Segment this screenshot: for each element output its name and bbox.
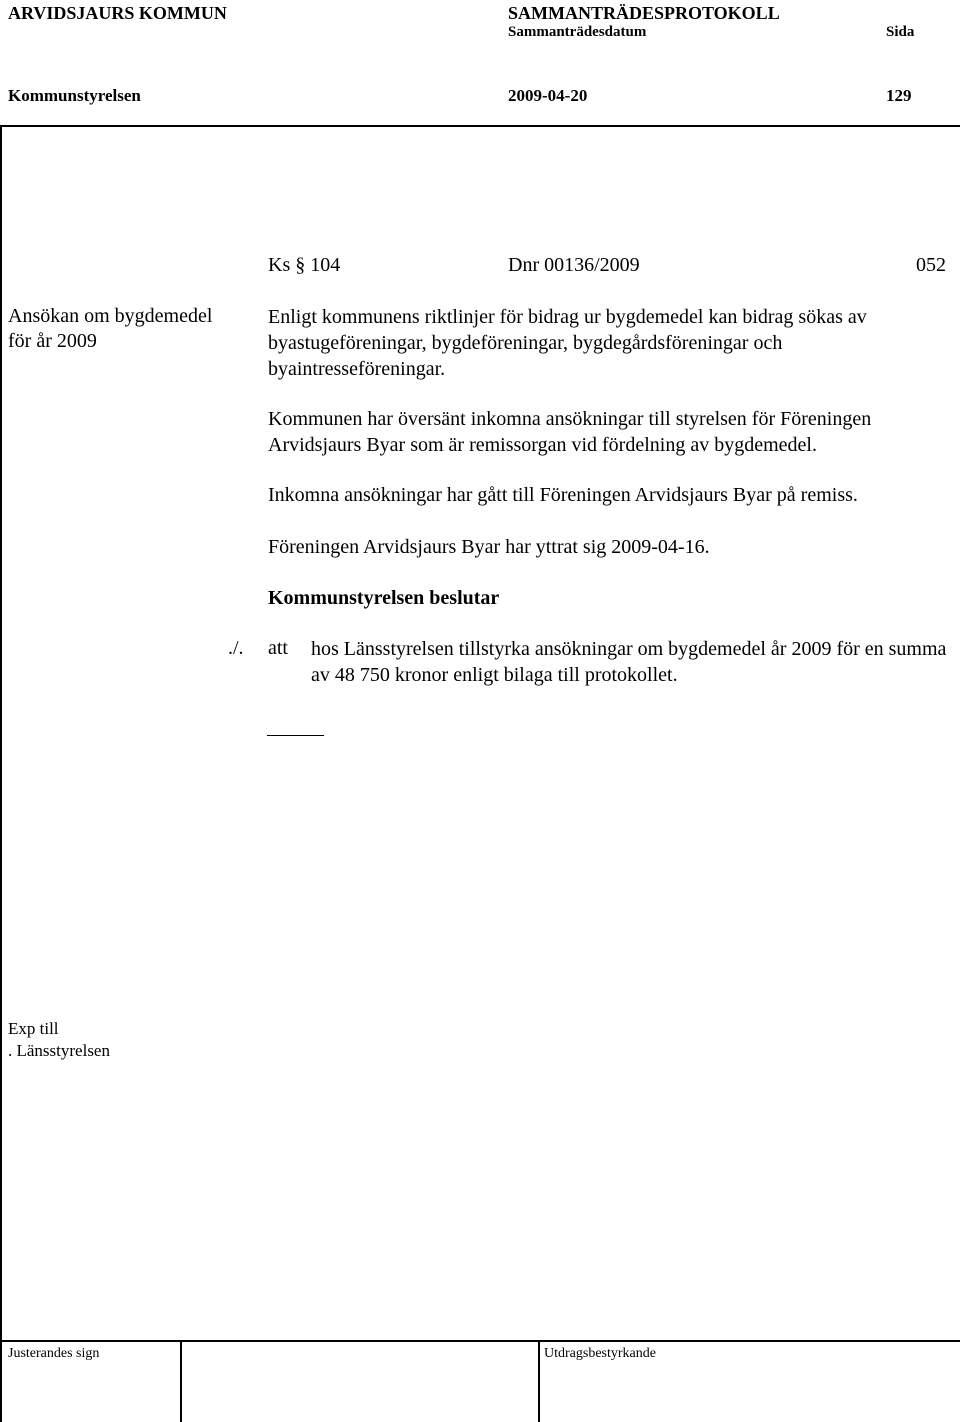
page-label: Sida <box>886 24 915 40</box>
decision-text: hos Länsstyrelsen tillstyrka ansökningar om bygdemedel år 2009 för en summa av 48 750 kronor enligt bilaga till protokollet. <box>311 638 947 686</box>
case-title <box>8 304 253 354</box>
document-type: SAMMANTRÄDESPROTOKOLL <box>508 3 780 23</box>
paragraph-1: Enligt kommunens riktlinjer för bidrag ur bygdemedel kan bidrag sökas av byastugeföreningar, bygdeföreningar, bygdegårdsföreningar och byaintresseföreningar. <box>268 306 867 380</box>
decision-heading: Kommunstyrelsen beslutar <box>268 587 500 609</box>
decision-att: att <box>268 637 288 659</box>
page-number: 129 <box>886 86 912 105</box>
committee-name: Kommunstyrelsen <box>8 86 141 105</box>
signature-label: Justerandes sign <box>8 1346 100 1361</box>
ks-label: Ks <box>268 254 291 276</box>
dnr-number: Dnr 00136/2009 <box>508 254 640 276</box>
case-code: 052 <box>916 254 946 276</box>
end-rule <box>267 735 324 736</box>
paragraph-4: Föreningen Arvidsjaurs Byar har yttrat sig 2009-04-16. <box>268 536 710 558</box>
footer-divider-1 <box>180 1340 182 1422</box>
frame-top-rule <box>0 125 960 127</box>
meeting-date-label: Sammanträdesdatum <box>508 24 647 40</box>
organization-name: ARVIDSJAURS KOMMUN <box>8 3 227 23</box>
case-title-line-1: Ansökan om bygdemedel <box>8 305 213 327</box>
case-title-line-2: för år 2009 <box>8 330 97 352</box>
footer-top-rule <box>0 1340 960 1342</box>
section-number: § 104 <box>295 254 341 276</box>
section-reference <box>268 253 340 278</box>
paragraph-3: Inkomna ansökningar har gått till Föreningen Arvidsjaurs Byar på remiss. <box>268 484 858 506</box>
certification-label: Utdragsbestyrkande <box>544 1346 656 1361</box>
expedition-recipient: . Länsstyrelsen <box>8 1041 110 1060</box>
footer-divider-2 <box>538 1340 540 1422</box>
frame-left-rule <box>0 125 2 1422</box>
meeting-date: 2009-04-20 <box>508 86 588 105</box>
expedition-label: Exp till <box>8 1019 59 1038</box>
attachment-marker: ./. <box>228 637 244 659</box>
paragraph-2: Kommunen har översänt inkomna ansökningar till styrelsen för Föreningen Arvidsjaurs Byar som är remissorgan vid fördelning av bygdemedel. <box>268 408 872 456</box>
